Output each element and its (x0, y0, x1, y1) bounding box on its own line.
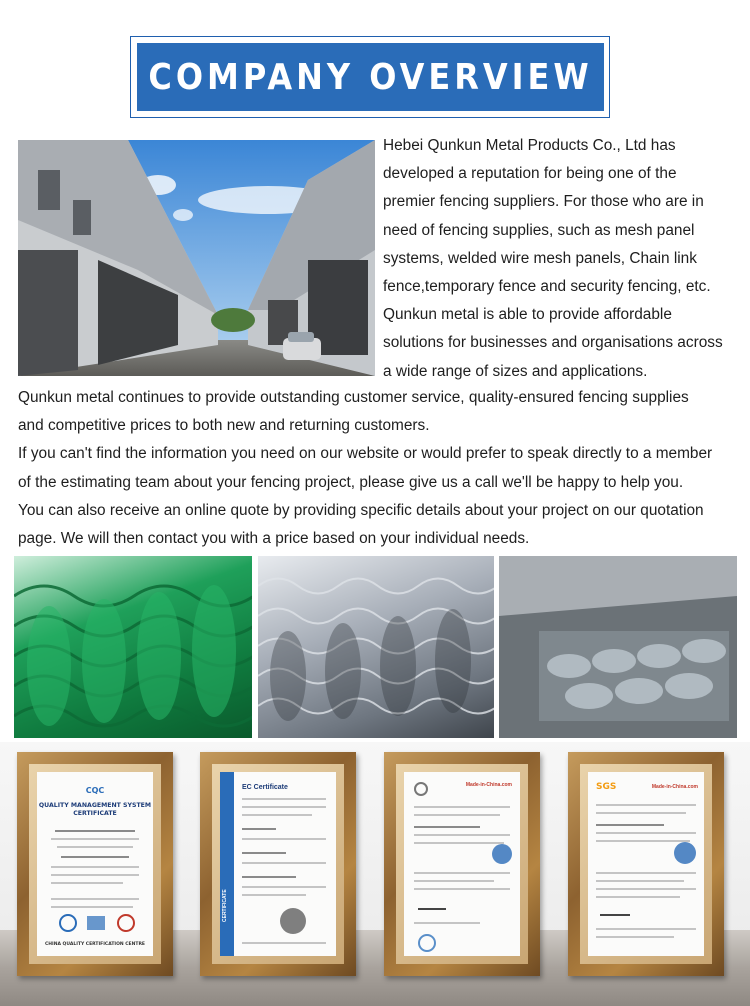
intro-paragraph (383, 132, 743, 386)
text-line (596, 928, 696, 930)
body-line: If you can't find the information you need on our website or would prefer to speak directly to a member (18, 445, 713, 463)
text-line (242, 876, 296, 878)
text-line (242, 798, 326, 800)
side-stripe (220, 772, 234, 956)
body-line: of the estimating team about your fencing project, please give us a call we'll be happy to help you. (18, 473, 684, 491)
text-line (57, 846, 133, 848)
made-in-china-certificate (384, 752, 540, 976)
text-line (51, 882, 123, 884)
text-line (242, 942, 326, 944)
intro-line: solutions for businesses and organisations across (383, 334, 723, 352)
text-line (51, 898, 139, 900)
intro-line: fence,temporary fence and security fencing, etc. (383, 278, 711, 296)
seal-icon (418, 934, 436, 952)
green-barbed-wire-photo (14, 556, 252, 738)
intro-line: premier fencing suppliers. For those who are in (383, 193, 704, 211)
text-line (51, 874, 139, 876)
body-line: and competitive prices to both new and returning customers. (18, 417, 430, 435)
stamp-icon (117, 914, 135, 932)
text-line (242, 852, 286, 854)
text-line (242, 862, 326, 864)
text-line (414, 842, 504, 844)
text-line (242, 838, 326, 840)
certificate-paper (220, 772, 336, 956)
text-line (55, 830, 135, 832)
text-line (596, 888, 696, 890)
title-banner (137, 43, 604, 111)
signature-icon (600, 910, 630, 916)
text-line (414, 826, 480, 828)
certificate-subtitle: CERTIFICATE (73, 810, 117, 817)
body-line: Qunkun metal continues to provide outstanding customer service, quality-ensured fencing supplies (18, 389, 689, 406)
text-line (61, 856, 129, 858)
green-coils-illustration (14, 556, 252, 738)
signature-icon (418, 904, 446, 910)
intro-line: need of fencing supplies, such as mesh panel (383, 221, 695, 239)
badge-icon (492, 844, 512, 864)
cqc-logo: CQC (85, 786, 105, 795)
warehouse-illustration (499, 556, 737, 738)
text-line (596, 936, 674, 938)
issuer-name: CHINA QUALITY CERTIFICATION CENTRE (44, 942, 146, 947)
seal-icon (280, 908, 306, 934)
text-line (596, 804, 696, 806)
factory-illustration (18, 140, 375, 376)
text-line (414, 880, 494, 882)
intro-line: a wide range of sizes and applications. (383, 362, 648, 380)
text-line (596, 824, 664, 826)
badge-icon (674, 842, 696, 864)
text-line (596, 840, 690, 842)
quality-management-certificate (17, 752, 173, 976)
intro-line: Hebei Qunkun Metal Products Co., Ltd has (383, 137, 676, 154)
galvanized-barbed-wire-photo (258, 556, 494, 738)
certificate-title: EC Certificate (242, 784, 288, 791)
certificate-paper (404, 772, 520, 956)
text-line (596, 896, 680, 898)
text-line (242, 886, 326, 888)
brand-logo: Made-in-China.com (651, 784, 698, 790)
certificate-paper (37, 772, 153, 956)
ec-certificate (200, 752, 356, 976)
iaf-logo-icon (87, 916, 105, 930)
text-line (414, 806, 510, 808)
text-line (414, 834, 510, 836)
text-line (242, 828, 276, 830)
sgs-logo: SGS (596, 782, 617, 792)
text-line (596, 880, 684, 882)
sgs-certificate (568, 752, 724, 976)
text-line (596, 832, 696, 834)
side-label: CERTIFICATE (222, 889, 228, 922)
text-line (51, 838, 139, 840)
certificate-paper (588, 772, 704, 956)
body-line: page. We will then contact you with a price based on your individual needs. (18, 530, 530, 548)
seal-icon (59, 914, 77, 932)
intro-line: Qunkun metal is able to provide affordable (383, 306, 672, 324)
intro-line: developed a reputation for being one of the (383, 165, 677, 183)
warehouse-stock-photo (499, 556, 737, 738)
silver-coils-illustration (258, 556, 494, 738)
text-line (596, 812, 686, 814)
text-line (51, 866, 139, 868)
body-paragraph (18, 384, 748, 553)
text-line (242, 894, 306, 896)
page-title: COMPANY OVERVIEW (148, 56, 593, 98)
text-line (242, 806, 326, 808)
logo-icon (414, 782, 428, 796)
text-line (414, 922, 480, 924)
text-line (51, 906, 133, 908)
text-line (596, 872, 696, 874)
brand-logo: Made-in-China.com (465, 782, 512, 788)
intro-line: systems, welded wire mesh panels, Chain link (383, 249, 697, 267)
text-line (414, 888, 510, 890)
text-line (242, 814, 312, 816)
text-line (414, 814, 500, 816)
certificate-title: QUALITY MANAGEMENT SYSTEM (38, 802, 152, 809)
body-line: You can also receive an online quote by providing specific details about your project on our quotation (18, 501, 704, 519)
text-line (414, 872, 510, 874)
factory-photo (18, 140, 375, 376)
